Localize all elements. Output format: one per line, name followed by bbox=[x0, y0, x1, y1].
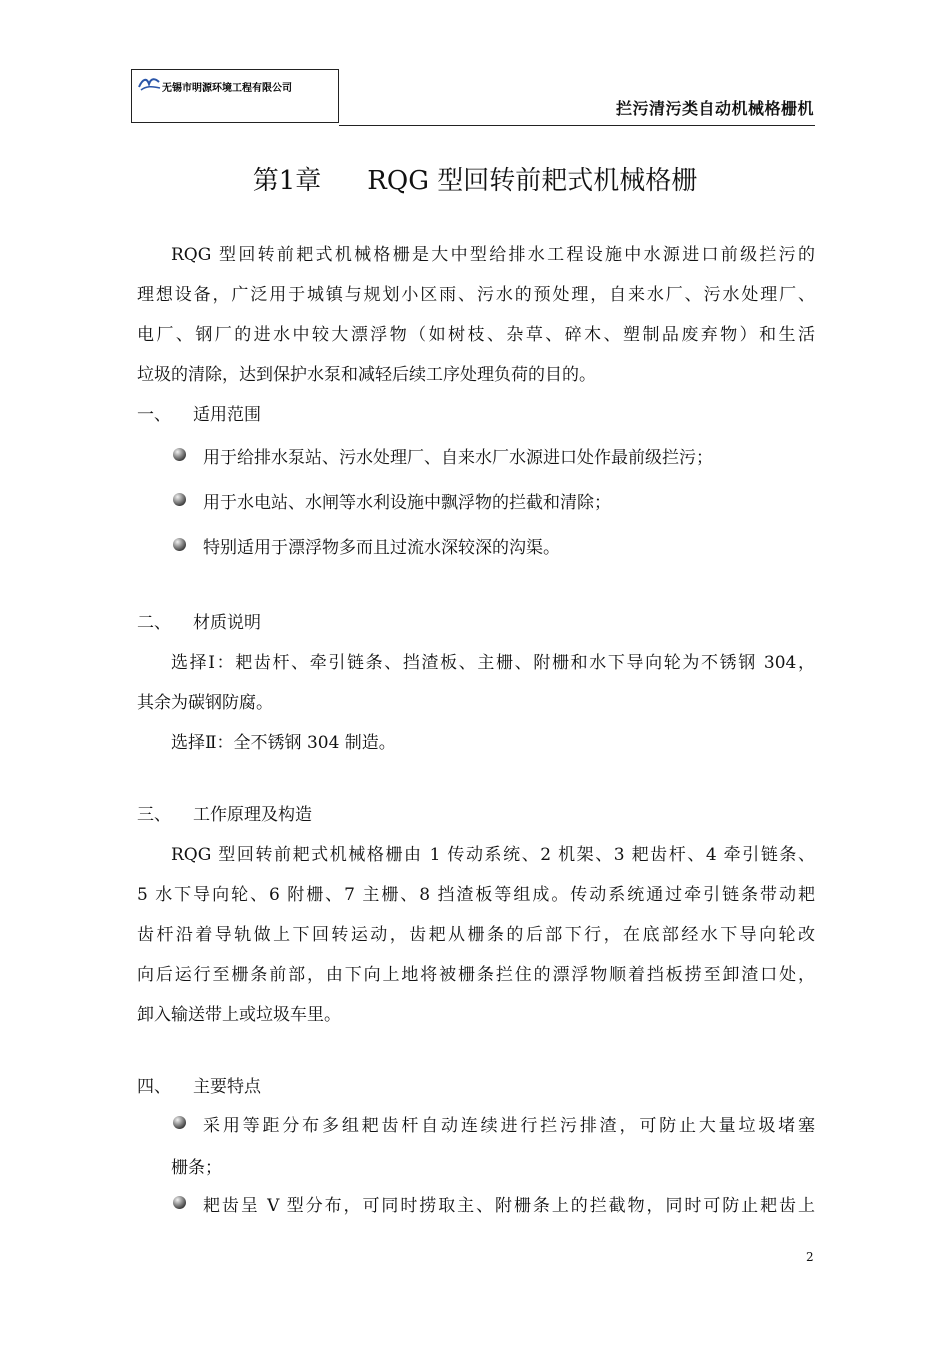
section-title: 工作原理及构造 bbox=[193, 805, 312, 825]
body-line: 向后运行至栅条前部，由下向上地将被栅条拦住的漂浮物顺着挡板捞至卸渣口处， bbox=[137, 965, 815, 985]
bullet-icon bbox=[173, 493, 186, 506]
list-item: 特别适用于漂浮物多而且过流水深较深的沟渠。 bbox=[203, 538, 560, 558]
bullet-icon bbox=[173, 448, 186, 461]
header-rule bbox=[339, 125, 815, 126]
list-item: 耙齿呈 V 型分布，可同时捞取主、附栅条上的拦截物，同时可防止耙齿上 bbox=[203, 1196, 815, 1216]
chapter-title: RQG 型回转前耙式机械格栅 bbox=[367, 166, 698, 196]
intro-line: RQG 型回转前耙式机械格栅是大中型给排水工程设施中水源进口前级拦污的 bbox=[171, 245, 815, 265]
section-number: 一、 bbox=[137, 405, 171, 425]
section-number: 三、 bbox=[137, 805, 171, 825]
body-line: 卸入输送带上或垃圾车里。 bbox=[137, 1005, 341, 1025]
section-number: 二、 bbox=[137, 613, 171, 633]
section-title: 材质说明 bbox=[193, 613, 261, 633]
bullet-icon bbox=[173, 1196, 186, 1209]
section-title: 适用范围 bbox=[193, 405, 261, 425]
intro-line: 电厂、钢厂的进水中较大漂浮物（如树枝、杂草、碎木、塑制品废弃物）和生活 bbox=[137, 325, 815, 345]
section-number: 四、 bbox=[137, 1077, 171, 1097]
logo-mark-icon bbox=[138, 76, 162, 92]
document-title: 拦污清污类自动机械格栅机 bbox=[615, 99, 814, 118]
body-line: RQG 型回转前耙式机械格栅由 1 传动系统、2 机架、3 耙齿杆、4 牵引链条、 bbox=[171, 845, 815, 865]
bullet-icon bbox=[173, 538, 186, 551]
list-item-continuation: 栅条； bbox=[171, 1158, 222, 1178]
bullet-icon bbox=[173, 1116, 186, 1129]
intro-line: 理想设备，广泛用于城镇与规划小区雨、污水的预处理，自来水厂、污水处理厂、 bbox=[137, 285, 815, 305]
body-line: 5 水下导向轮、6 附栅、7 主栅、8 挡渣板等组成。传动系统通过牵引链条带动耙 bbox=[137, 885, 815, 905]
body-line: 齿杆沿着导轨做上下回转运动，齿耙从栅条的后部下行，在底部经水下导向轮改 bbox=[137, 925, 815, 945]
chapter-number: 第1章 bbox=[252, 166, 322, 196]
body-line: 选择Ⅱ：全不锈钢 304 制造。 bbox=[171, 733, 396, 753]
company-name: 无锡市明源环境工程有限公司 bbox=[162, 83, 292, 94]
page-number: 2 bbox=[806, 1250, 814, 1264]
list-item: 用于给排水泵站、污水处理厂、自来水厂水源进口处作最前级拦污； bbox=[203, 448, 713, 468]
intro-line: 垃圾的清除，达到保护水泵和减轻后续工序处理负荷的目的。 bbox=[137, 365, 596, 385]
chapter-heading bbox=[0, 160, 950, 197]
company-logo bbox=[131, 69, 339, 123]
list-item: 用于水电站、水闸等水利设施中飘浮物的拦截和清除； bbox=[203, 493, 611, 513]
body-line: 其余为碳钢防腐。 bbox=[137, 693, 273, 713]
list-item: 采用等距分布多组耙齿杆自动连续进行拦污排渣，可防止大量垃圾堵塞 bbox=[203, 1116, 815, 1136]
section-title: 主要特点 bbox=[193, 1077, 261, 1097]
body-line: 选择Ⅰ：耙齿杆、牵引链条、挡渣板、主栅、附栅和水下导向轮为不锈钢 304， bbox=[171, 653, 815, 673]
